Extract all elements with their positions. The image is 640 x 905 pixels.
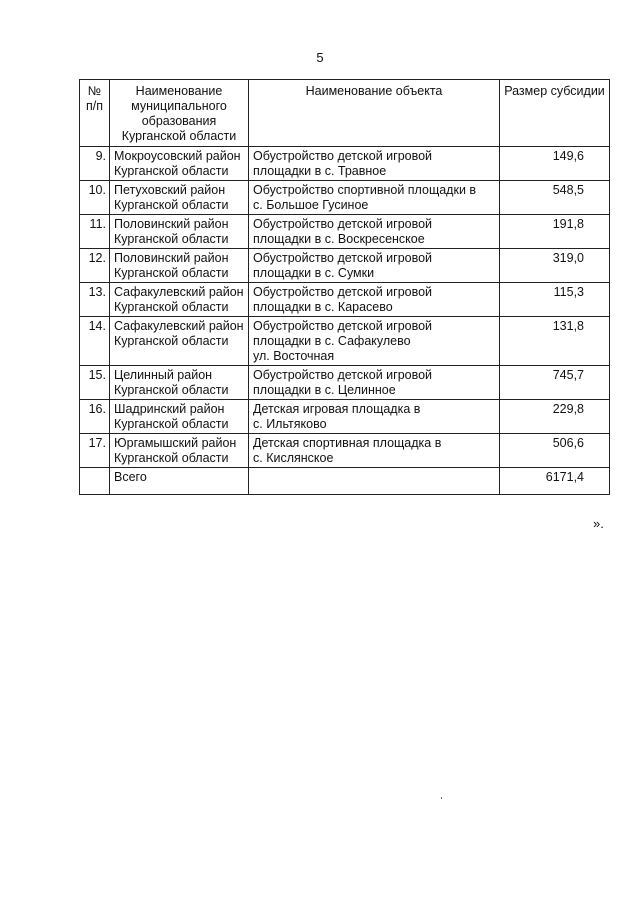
row-num: 13. [80, 283, 110, 317]
row-num: 9. [80, 147, 110, 181]
row-municipality: Шадринский район Курганской области [110, 400, 249, 434]
row-object: Обустройство детской игровой площадки в с. Сумки [249, 249, 500, 283]
header-municipality: Наименование муниципального образования Курганской области [110, 80, 249, 147]
row-object: Обустройство детской игровой площадки в с. Воскресенское [249, 215, 500, 249]
total-num [80, 468, 110, 495]
row-num: 16. [80, 400, 110, 434]
row-municipality: Сафакулевский район Курганской области [110, 317, 249, 366]
total-amount: 6171,4 [500, 468, 610, 495]
row-num: 17. [80, 434, 110, 468]
row-amount: 506,6 [500, 434, 610, 468]
row-num: 10. [80, 181, 110, 215]
row-amount: 131,8 [500, 317, 610, 366]
row-amount: 115,3 [500, 283, 610, 317]
header-num: № п/п [80, 80, 110, 147]
closing-quote: ». [593, 516, 604, 531]
table-row [80, 283, 610, 317]
subsidy-table [79, 79, 610, 495]
table-row [80, 400, 610, 434]
table-row [80, 181, 610, 215]
row-municipality: Целинный район Курганской области [110, 366, 249, 400]
table-row [80, 434, 610, 468]
row-object: Обустройство детской игровой площадки в с. Карасево [249, 283, 500, 317]
total-label: Всего [110, 468, 249, 495]
row-municipality: Петуховский район Курганской области [110, 181, 249, 215]
row-amount: 149,6 [500, 147, 610, 181]
scan-speck [441, 797, 442, 799]
header-object: Наименование объекта [249, 80, 500, 147]
row-num: 15. [80, 366, 110, 400]
table-header-row [80, 80, 610, 147]
total-object [249, 468, 500, 495]
row-amount: 745,7 [500, 366, 610, 400]
table-row [80, 366, 610, 400]
row-num: 11. [80, 215, 110, 249]
row-municipality: Сафакулевский район Курганской области [110, 283, 249, 317]
table-row [80, 317, 610, 366]
header-amount: Размер субсидии [500, 80, 610, 147]
row-municipality: Мокроусовский район Курганской области [110, 147, 249, 181]
table-row [80, 215, 610, 249]
row-object: Обустройство детской игровой площадки в с. Травное [249, 147, 500, 181]
table-row [80, 147, 610, 181]
row-object: Обустройство детской игровой площадки в с. Сафакулево ул. Восточная [249, 317, 500, 366]
table-row [80, 249, 610, 283]
row-object: Детская игровая площадка в с. Ильтяково [249, 400, 500, 434]
table-total-row [80, 468, 610, 495]
row-municipality: Юргамышский район Курганской области [110, 434, 249, 468]
row-num: 12. [80, 249, 110, 283]
page-number: 5 [316, 50, 324, 65]
row-amount: 548,5 [500, 181, 610, 215]
row-municipality: Половинский район Курганской области [110, 249, 249, 283]
row-object: Обустройство детской игровой площадки в с. Целинное [249, 366, 500, 400]
row-amount: 229,8 [500, 400, 610, 434]
row-amount: 319,0 [500, 249, 610, 283]
row-object: Обустройство спортивной площадки в с. Большое Гусиное [249, 181, 500, 215]
row-object: Детская спортивная площадка в с. Кислянское [249, 434, 500, 468]
row-amount: 191,8 [500, 215, 610, 249]
row-num: 14. [80, 317, 110, 366]
row-municipality: Половинский район Курганской области [110, 215, 249, 249]
